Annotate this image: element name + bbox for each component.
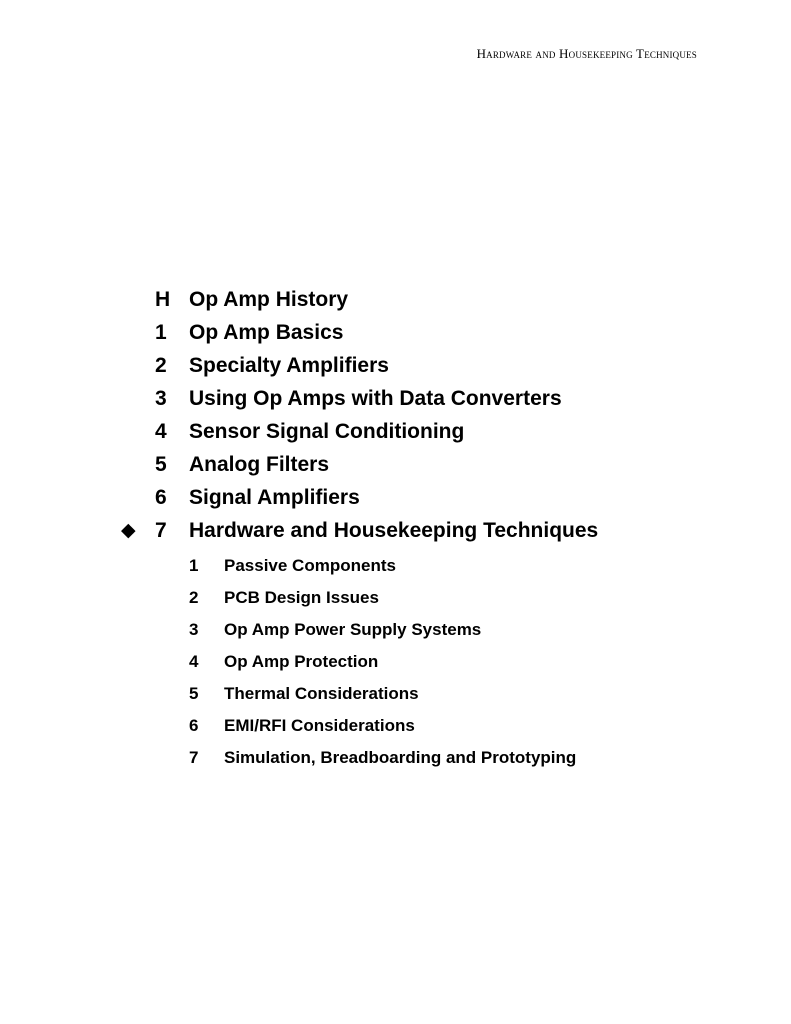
chapter-row-history xyxy=(0,283,791,316)
section-title: Op Amp Protection xyxy=(224,652,379,671)
chapter-row-1 xyxy=(0,316,791,349)
chapter-number: 7 xyxy=(155,519,167,542)
section-row xyxy=(0,678,791,710)
chapter-title: Using Op Amps with Data Converters xyxy=(189,387,562,410)
section-number: 7 xyxy=(189,748,199,767)
diamond-bullet-icon: ◆ xyxy=(121,520,136,541)
section-number: 4 xyxy=(189,652,199,671)
section-row xyxy=(0,742,791,774)
section-title: Thermal Considerations xyxy=(224,684,419,703)
section-number: 3 xyxy=(189,620,199,639)
chapter-number: 2 xyxy=(155,354,167,377)
chapter-number: 1 xyxy=(155,321,167,344)
chapter-row-4 xyxy=(0,415,791,448)
chapter-title: Signal Amplifiers xyxy=(189,486,360,509)
chapter-number: 5 xyxy=(155,453,167,476)
section-title: PCB Design Issues xyxy=(224,588,379,607)
chapter-row-3 xyxy=(0,382,791,415)
chapter-number: 4 xyxy=(155,420,167,443)
chapter-title: Op Amp Basics xyxy=(189,321,344,344)
section-list xyxy=(0,550,791,774)
section-row xyxy=(0,582,791,614)
chapter-row-5 xyxy=(0,448,791,481)
chapter-number: 3 xyxy=(155,387,167,410)
chapter-number: H xyxy=(155,288,171,311)
chapter-title: Hardware and Housekeeping Techniques xyxy=(189,519,599,542)
section-number: 2 xyxy=(189,588,199,607)
section-row xyxy=(0,614,791,646)
section-title: EMI/RFI Considerations xyxy=(224,716,415,735)
section-title: Passive Components xyxy=(224,556,396,575)
section-row xyxy=(0,710,791,742)
chapter-row-7-current xyxy=(0,514,791,547)
chapter-title: Specialty Amplifiers xyxy=(189,354,389,377)
chapter-row-2 xyxy=(0,349,791,382)
section-number: 1 xyxy=(189,556,199,575)
chapter-title: Analog Filters xyxy=(189,453,330,476)
section-row xyxy=(0,550,791,582)
chapter-title: Op Amp History xyxy=(189,288,349,311)
chapter-number: 6 xyxy=(155,486,167,509)
section-number: 6 xyxy=(189,716,199,735)
chapter-title: Sensor Signal Conditioning xyxy=(189,420,465,443)
running-header: Hardware and Housekeeping Techniques xyxy=(476,46,697,61)
chapter-row-6 xyxy=(0,481,791,514)
section-row xyxy=(0,646,791,678)
section-title: Simulation, Breadboarding and Prototyping xyxy=(224,748,577,767)
table-of-contents xyxy=(0,283,791,774)
section-title: Op Amp Power Supply Systems xyxy=(224,620,482,639)
section-number: 5 xyxy=(189,684,199,703)
